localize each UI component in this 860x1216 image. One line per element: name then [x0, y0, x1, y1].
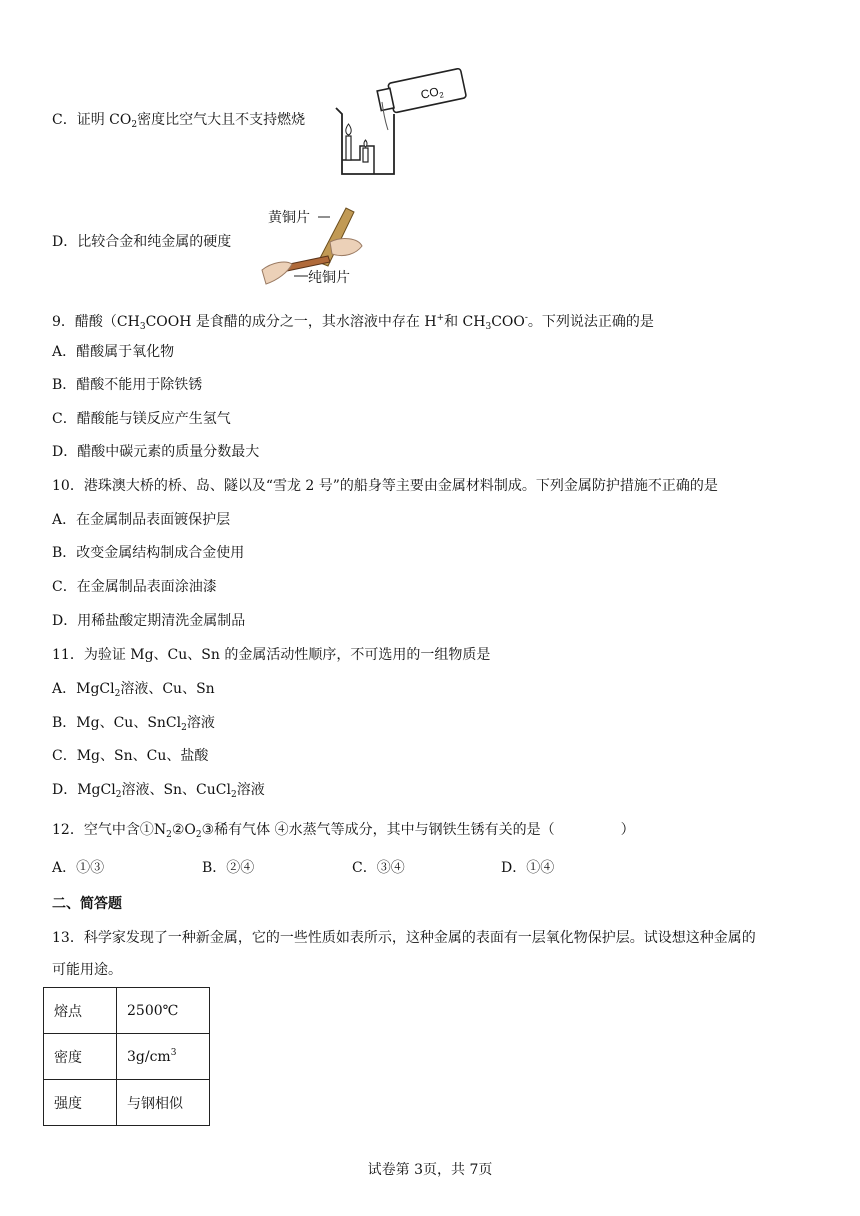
q8-option-d: [52, 232, 231, 252]
table-cell-value: 与钢相似: [117, 1080, 210, 1126]
q12-stem-part: ③稀有气体 ④水蒸气等成分，其中与钢铁生锈有关的是（: [201, 822, 555, 838]
q8-option-d-label: D．: [52, 234, 78, 250]
q11-option-b-part: 溶液: [186, 715, 215, 731]
q11-sub: 2: [181, 723, 187, 733]
q10-option-c: C．在金属制品表面涂油漆: [52, 579, 217, 595]
table-cell-key: 熔点: [44, 988, 117, 1034]
q12-option-c: C．③④: [352, 860, 405, 876]
q9-option-b: B．醋酸不能用于除铁锈: [52, 377, 203, 393]
q9-sub: 3: [139, 322, 146, 332]
q11-option-a-part: 溶液、Cu、Sn: [120, 681, 215, 697]
q12-stem: [52, 820, 635, 845]
q11-option-b-part: B．Mg、Cu、SnCl: [52, 715, 182, 731]
q9-sub: 3: [485, 322, 492, 332]
table-cell-value: 2500℃: [117, 988, 210, 1034]
q9-stem-part: 和 CH: [444, 314, 486, 330]
q9-stem-part: 。下列说法正确的是: [527, 314, 654, 330]
q8-option-c-sub: 2: [131, 120, 138, 130]
table-cell-key: 强度: [44, 1080, 117, 1126]
q12-sub: 2: [166, 830, 172, 840]
q10-option-b: B．改变金属结构制成合金使用: [52, 545, 245, 561]
q12-options-row: [52, 858, 652, 878]
q11-option-d-part: 溶液、Sn、CuCl: [121, 782, 231, 798]
table-row: [44, 988, 210, 1034]
pure-copper-label: 纯铜片: [308, 269, 350, 285]
table-row: [44, 1034, 210, 1080]
q12-stem-part: 12．空气中含①N: [52, 822, 167, 838]
q9-stem: [52, 308, 654, 337]
q10-option-a: A．在金属制品表面镀保护层: [52, 512, 231, 528]
co2-beaker-candles-illustration: [330, 62, 470, 180]
q8-option-c: [52, 110, 305, 135]
q9-option-a: A．醋酸属于氧化物: [52, 344, 175, 360]
q8-option-c-label: C．: [52, 112, 77, 128]
q12-option-a: A．①③: [52, 860, 105, 876]
q12-stem-part: ）: [620, 822, 635, 838]
q12-option-d: D．①④: [501, 860, 555, 876]
section-title: 二、简答题: [52, 896, 122, 912]
density-value: 3g/cm: [127, 1049, 171, 1065]
q12-sub: 2: [195, 830, 202, 840]
q12-stem-part: ②O: [171, 822, 196, 838]
q10-option-d: D．用稀盐酸定期清洗金属制品: [52, 613, 246, 629]
density-unit-sup: 3: [170, 1048, 177, 1058]
q9-option-d: D．醋酸中碳元素的质量分数最大: [52, 444, 260, 460]
q9-stem-part: COO: [491, 314, 525, 330]
q13-stem-line1: 13．科学家发现了一种新金属，它的一些性质如表所示，这种金属的表面有一层氧化物保护层。试设想这种金属的: [52, 930, 756, 946]
q9-stem-part: COOH 是食醋的成分之一，其水溶液中存在 H: [145, 314, 437, 330]
metal-properties-table: [43, 987, 210, 1126]
table-cell-key: 密度: [44, 1034, 117, 1080]
brass-label: 黄铜片: [268, 209, 310, 225]
co2-jar-label: $CO_2$: [419, 84, 445, 102]
q8-option-d-text: 比较合金和纯金属的硬度: [77, 234, 232, 250]
q8-option-c-text-pre: 证明 CO: [76, 112, 132, 128]
table-row: [44, 1080, 210, 1126]
q11-option-c: C．Mg、Sn、Cu、盐酸: [52, 748, 209, 764]
q13-stem-line2: 可能用途。: [52, 962, 122, 978]
q10-stem: 10．港珠澳大桥的桥、岛、隧以及“雪龙 2 号”的船身等主要由金属材料制成。下列金属防护措施不正确的是: [52, 478, 718, 494]
q11-sub: 2: [115, 790, 122, 800]
metal-scratch-illustration: [258, 200, 370, 292]
q11-option-d-part: 溶液: [236, 782, 265, 798]
q9-sup: -: [524, 313, 528, 323]
q11-option-d-part: D．MgCl: [52, 782, 116, 798]
q11-sub: 2: [114, 689, 121, 699]
page-footer: 试卷第 3页，共 7页: [367, 1162, 493, 1178]
q11-option-a-part: A．MgCl: [52, 681, 115, 697]
q11-option-a: [52, 679, 215, 704]
q9-option-c: C．醋酸能与镁反应产生氢气: [52, 411, 231, 427]
q8-option-c-text-post: 密度比空气大且不支持燃烧: [137, 112, 306, 128]
q9-stem-part: 9．醋酸（CH: [52, 314, 140, 330]
table-cell-value: [117, 1034, 210, 1080]
q11-option-b: [52, 713, 215, 738]
q9-sup: +: [436, 313, 445, 323]
q12-option-b: B．②④: [202, 860, 255, 876]
q11-sub: 2: [230, 790, 237, 800]
q11-stem: 11．为验证 Mg、Cu、Sn 的金属活动性顺序，不可选用的一组物质是: [52, 647, 491, 663]
q11-option-d: [52, 780, 265, 805]
